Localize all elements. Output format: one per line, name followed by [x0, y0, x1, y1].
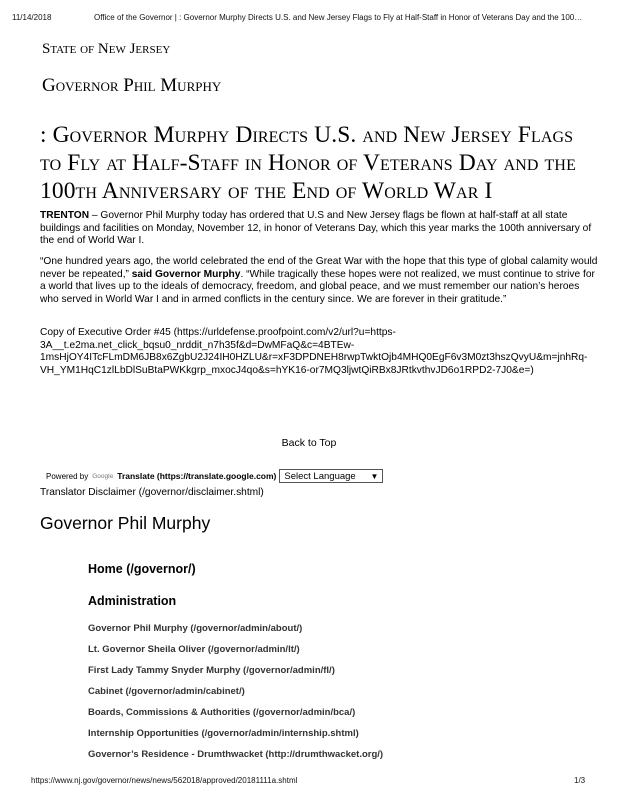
powered-by-label: Powered by	[46, 471, 89, 481]
lead-text: – Governor Phil Murphy today has ordered that U.S and New Jersey flags be flown at half-staff at all state buildings and facilities on Monday, November 12, in honor of Veterans Day, which this year marks the 100th anniversary of the end of World War I.	[40, 210, 592, 246]
exec-order-line-3: 1msHjOY4ITcFLmDM6JB8x6ZgbU2J24IH0HZLU&r=xF3DPDNEH8rwpTwktOjb4MHQ0EgF6v3M0zt3hszQvyU&m=jnhRq-	[40, 352, 588, 363]
select-language-dropdown[interactable]	[279, 469, 383, 483]
quote-text-1: “One hundred years ago, the world celebrated the end of the Great War with the hope that this type of global calamity would never be repeated,”	[40, 256, 598, 280]
article-headline: : Governor Murphy Directs U.S. and New Jersey Flags to Fly at Half-Staff in Honor of Veterans Day and the 100th Anniversary of the End of World War I	[40, 122, 576, 204]
executive-order-link[interactable]	[40, 327, 600, 377]
state-of-nj-link[interactable]: State of New Jersey	[42, 41, 171, 57]
article-lead-paragraph	[40, 210, 600, 248]
footer-link-internship[interactable]: Internship Opportunities (/governor/admin/internship.shtml)	[88, 728, 359, 739]
google-translate-link[interactable]: Translate (https://translate.google.com)	[117, 471, 277, 481]
translate-bar	[46, 469, 383, 483]
footer-link-cabinet[interactable]: Cabinet (/governor/admin/cabinet/)	[88, 686, 245, 697]
footer-link-boards[interactable]: Boards, Commissions & Authorities (/governor/admin/bca/)	[88, 707, 356, 718]
quote-attribution: said Governor Murphy	[131, 268, 241, 280]
dropdown-arrow-icon: ▼	[370, 471, 379, 481]
footer-link-residence[interactable]: Governor’s Residence - Drumthwacket (http://drumthwacket.org/)	[88, 749, 384, 760]
quote-text-2: . “While tragically these hopes were not realized, we must continue to strive for a world that lives up to the ideals of democracy, freedom, and global peace, and we must remember our nation’s heroes who served in World War I and in armed conflicts in the century since. We are forever in their gratitude.”	[40, 268, 595, 305]
google-logo: Google	[92, 472, 114, 480]
footer-link-lt-governor[interactable]: Lt. Governor Sheila Oliver (/governor/admin/lt/)	[88, 644, 300, 655]
translator-disclaimer-link[interactable]: Translator Disclaimer (/governor/disclaimer.shtml)	[40, 487, 264, 498]
dateline: TRENTON	[40, 210, 90, 221]
footer-home-link[interactable]: Home (/governor/)	[88, 562, 196, 576]
exec-order-line-2: 3A__t.e2ma.net_click_bqsu0_nrddit_n7h35f&d=DwMFaQ&c=4BTEw-	[40, 339, 355, 351]
select-language-value: Select Language	[284, 470, 356, 482]
footer-governor-heading: Governor Phil Murphy	[40, 513, 211, 533]
exec-order-line-4: VH_YM1HqC1zlLbDlSuBtaPWKkgrp_mxocJ4qo&s=hYK16-or7MQ3ljwtQiRBx8JRtkvthvJD6o1RPD2-7J0&e=)	[40, 364, 534, 376]
article-quote-paragraph	[40, 256, 600, 306]
footer-link-first-lady[interactable]: First Lady Tammy Snyder Murphy (/governor/admin/fl/)	[88, 665, 335, 676]
print-url: https://www.nj.gov/governor/news/news/562018/approved/20181111a.shtml	[31, 776, 298, 785]
governor-site-link[interactable]: Governor Phil Murphy	[42, 75, 222, 96]
print-date: 11/14/2018	[12, 13, 52, 22]
print-title: Office of the Governor | : Governor Murphy Directs U.S. and New Jersey Flags to Fly at Half-Staff in Honor of Veterans Day and the 100…	[94, 13, 583, 22]
exec-order-line-1: Copy of Executive Order #45 (https://urldefense.proofpoint.com/v2/url?u=https-	[40, 327, 396, 338]
back-to-top-link[interactable]: Back to Top	[281, 437, 337, 449]
footer-administration-heading: Administration	[88, 594, 177, 608]
print-page-number: 1/3	[574, 776, 586, 785]
footer-link-governor[interactable]: Governor Phil Murphy (/governor/admin/about/)	[88, 623, 303, 634]
